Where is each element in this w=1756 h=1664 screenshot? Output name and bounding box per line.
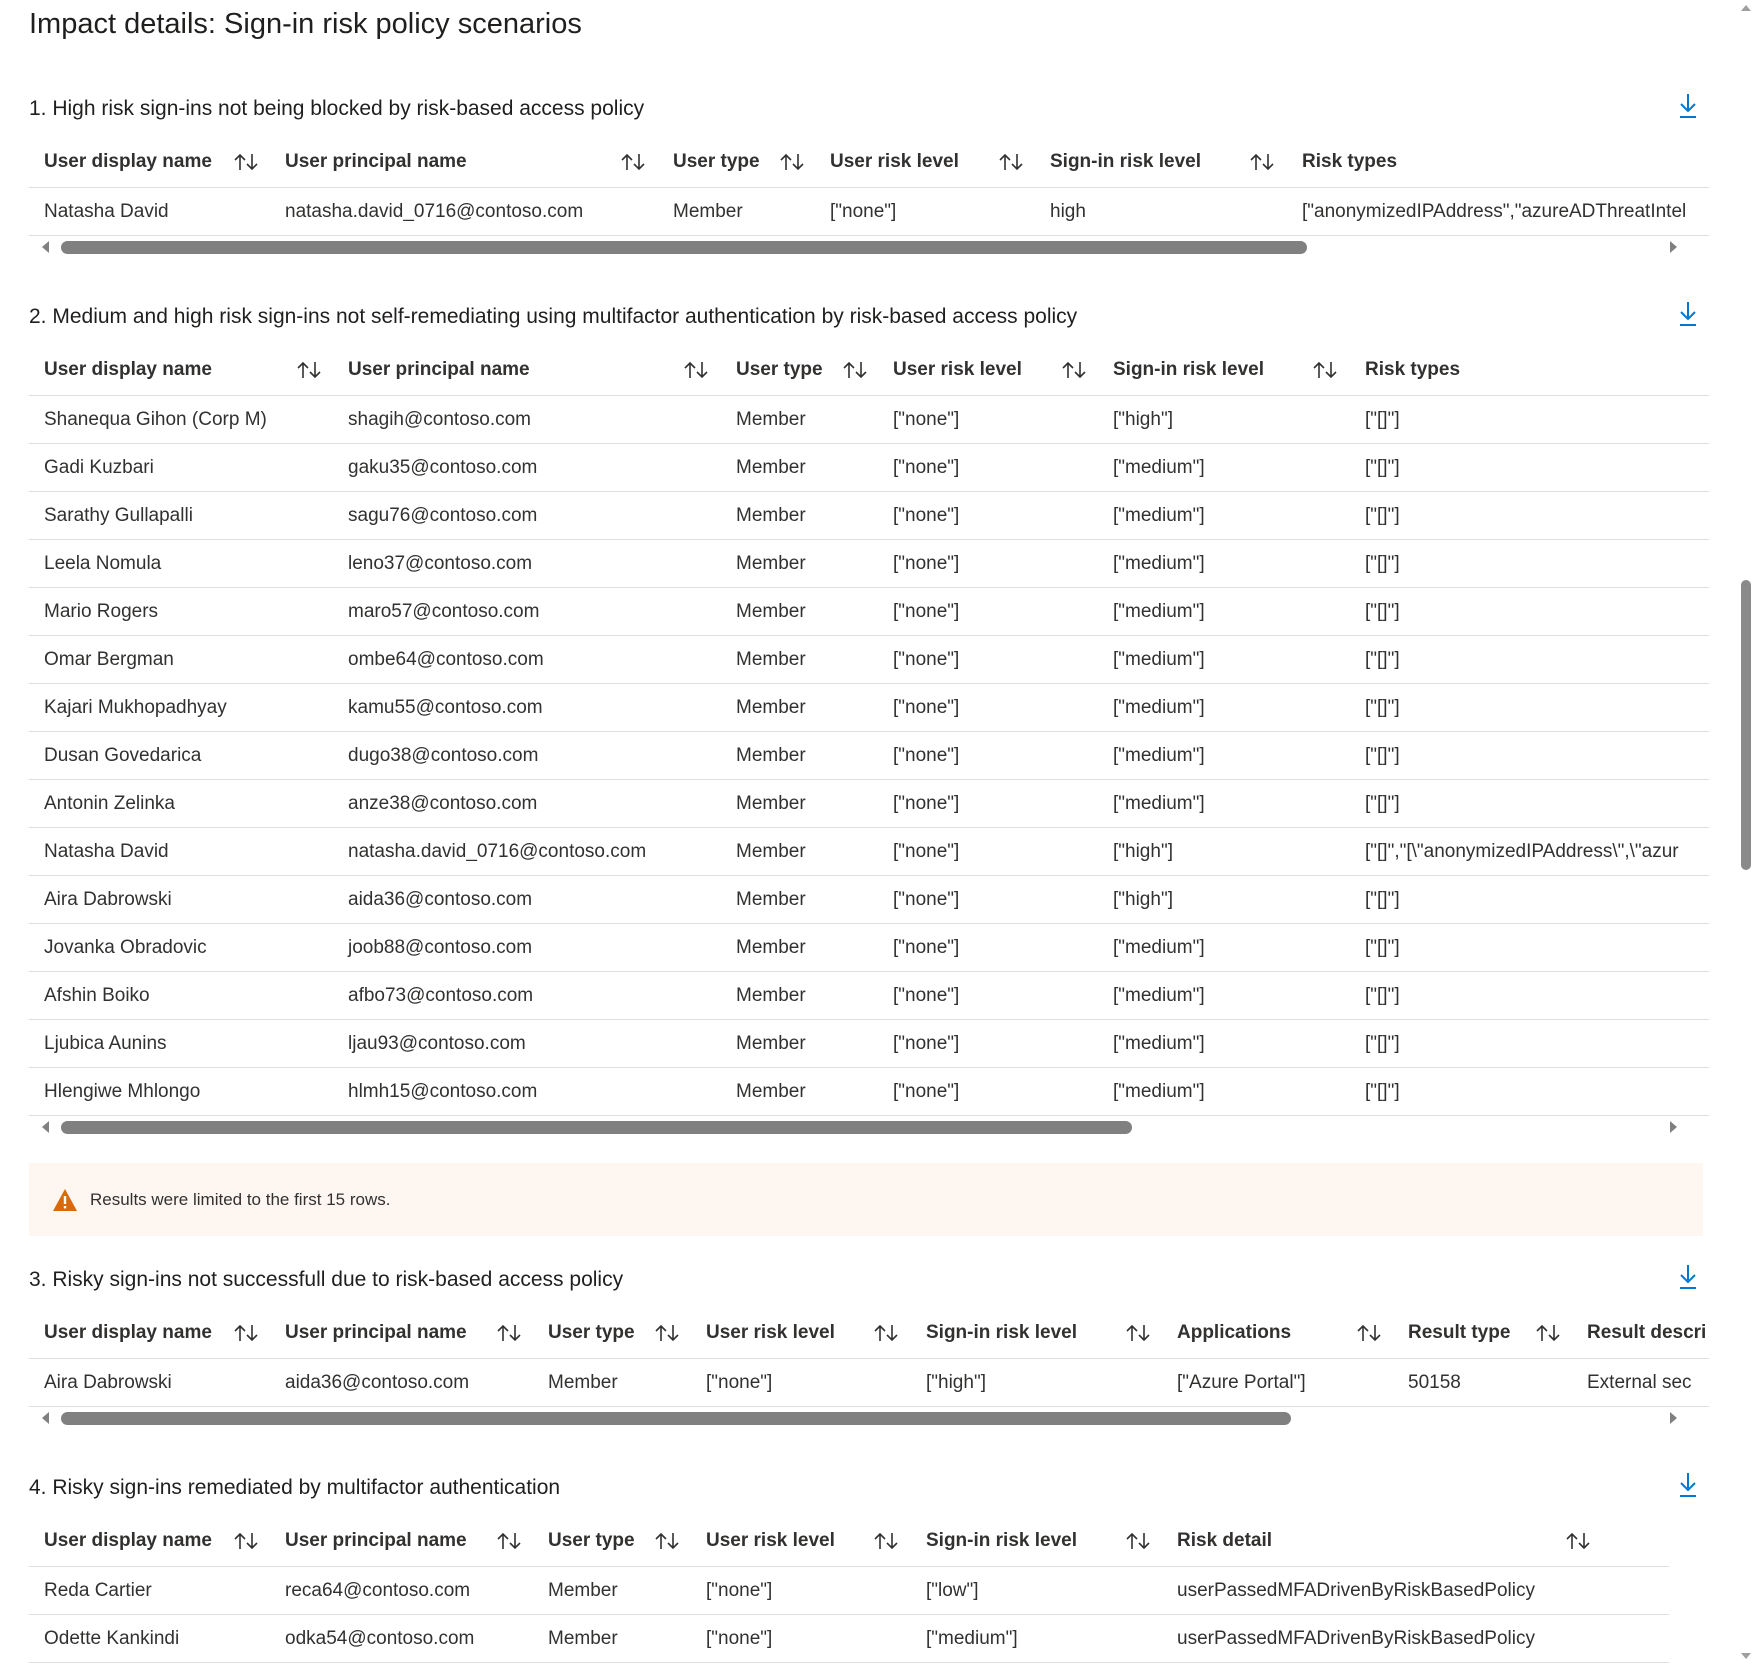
- table-cell: Hlengiwe Mhlongo: [44, 1080, 201, 1102]
- table-cell: ["[]"]: [1365, 792, 1400, 814]
- column-header[interactable]: User risk level: [706, 1530, 835, 1551]
- sort-icon: [1060, 359, 1088, 381]
- table-cell: ["[]","[\"anonymizedIPAddress\",\"azur: [1365, 840, 1679, 862]
- sort-button[interactable]: [872, 1516, 900, 1566]
- column-header[interactable]: Result descri: [1587, 1322, 1707, 1343]
- table-cell: ["high"]: [1113, 840, 1173, 862]
- table-cell: ["none"]: [830, 200, 897, 222]
- section-title: 4. Risky sign-ins remediated by multifactor authentication: [29, 1476, 561, 1499]
- column-header[interactable]: User type: [736, 359, 823, 380]
- download-icon: [1679, 1264, 1697, 1290]
- download-icon: [1679, 301, 1697, 327]
- table-cell: ["none"]: [893, 984, 960, 1006]
- table-cell: ["[]"]: [1365, 984, 1400, 1006]
- sort-icon: [653, 1530, 681, 1552]
- table-row[interactable]: [29, 684, 1709, 732]
- table-row[interactable]: [29, 396, 1709, 444]
- table-cell: ["medium"]: [1113, 1032, 1205, 1054]
- table-cell: ["none"]: [706, 1579, 773, 1601]
- column-header[interactable]: Result type: [1408, 1322, 1511, 1343]
- table-cell: Antonin Zelinka: [44, 792, 175, 814]
- table-cell: Ljubica Aunins: [44, 1032, 167, 1054]
- table-cell: dugo38@contoso.com: [348, 744, 539, 766]
- warning-banner: [29, 1163, 1703, 1236]
- column-header[interactable]: Risk types: [1302, 151, 1398, 172]
- page-title: Impact details: Sign-in risk policy scenarios: [29, 8, 582, 40]
- table-cell: Odette Kankindi: [44, 1627, 180, 1649]
- download-icon: [1679, 1472, 1697, 1498]
- section-title: 1. High risk sign-ins not being blocked by risk-based access policy: [29, 97, 645, 120]
- scroll-left-icon[interactable]: [39, 1411, 53, 1425]
- sort-icon: [295, 359, 323, 381]
- results-grid: [29, 1516, 1690, 1663]
- table-row[interactable]: [29, 1567, 1669, 1615]
- table-cell: leno37@contoso.com: [348, 552, 533, 574]
- grid-header-row: [29, 137, 1709, 188]
- results-grid: [29, 345, 1690, 1116]
- sort-icon: [682, 359, 710, 381]
- column-header[interactable]: Sign-in risk level: [1113, 359, 1264, 380]
- column-header[interactable]: User principal name: [285, 151, 467, 172]
- horizontal-scroll-thumb[interactable]: [61, 1412, 1291, 1425]
- table-cell: shagih@contoso.com: [348, 408, 531, 430]
- table-cell: Member: [548, 1371, 618, 1393]
- page-vertical-scrollbar[interactable]: [1736, 0, 1756, 1664]
- table-cell: ["none"]: [706, 1371, 773, 1393]
- table-cell: ["medium"]: [1113, 504, 1205, 526]
- sort-icon: [1534, 1322, 1562, 1344]
- table-cell: ["[]"]: [1365, 744, 1400, 766]
- table-cell: 50158: [1408, 1371, 1461, 1393]
- column-header[interactable]: Sign-in risk level: [926, 1322, 1077, 1343]
- scroll-right-icon[interactable]: [1666, 1411, 1680, 1425]
- table-cell: Member: [548, 1627, 618, 1649]
- sort-button[interactable]: [232, 1308, 260, 1358]
- table-cell: Aira Dabrowski: [44, 888, 172, 910]
- scroll-right-icon[interactable]: [1666, 240, 1680, 254]
- table-row[interactable]: [29, 636, 1709, 684]
- table-cell: Member: [736, 504, 806, 526]
- sort-icon: [997, 151, 1025, 173]
- sort-button[interactable]: [495, 1308, 523, 1358]
- table-cell: Dusan Govedarica: [44, 744, 202, 766]
- table-cell: kamu55@contoso.com: [348, 696, 543, 718]
- sort-icon: [1564, 1530, 1592, 1552]
- scroll-left-icon[interactable]: [39, 1120, 53, 1134]
- sort-icon: [495, 1530, 523, 1552]
- table-cell: ["high"]: [926, 1371, 986, 1393]
- table-row[interactable]: [29, 876, 1709, 924]
- table-row[interactable]: [29, 1020, 1709, 1068]
- sort-icon: [1248, 151, 1276, 173]
- table-cell: high: [1050, 200, 1086, 222]
- table-cell: External sec: [1587, 1371, 1692, 1393]
- warning-text: Results were limited to the first 15 rows.: [90, 1189, 391, 1209]
- sort-icon: [232, 1322, 260, 1344]
- table-cell: ["none"]: [893, 792, 960, 814]
- table-row[interactable]: [29, 1615, 1669, 1663]
- table-cell: ["[]"]: [1365, 888, 1400, 910]
- table-row[interactable]: [29, 188, 1709, 236]
- scroll-down-icon[interactable]: [1740, 1650, 1752, 1662]
- table-cell: Sarathy Gullapalli: [44, 504, 193, 526]
- table-cell: Member: [736, 984, 806, 1006]
- table-cell: Member: [736, 888, 806, 910]
- table-row[interactable]: [29, 444, 1709, 492]
- table-cell: afbo73@contoso.com: [348, 984, 534, 1006]
- table-row[interactable]: [29, 780, 1709, 828]
- column-header[interactable]: User display name: [44, 1322, 212, 1343]
- table-cell: ljau93@contoso.com: [348, 1032, 526, 1054]
- column-header[interactable]: Risk types: [1365, 359, 1461, 380]
- table-cell: ["medium"]: [1113, 936, 1205, 958]
- table-cell: aida36@contoso.com: [348, 888, 533, 910]
- sort-button[interactable]: [619, 137, 647, 187]
- table-row[interactable]: [29, 540, 1709, 588]
- download-button[interactable]: [1673, 1468, 1703, 1502]
- table-cell: userPassedMFADrivenByRiskBasedPolicy: [1177, 1579, 1535, 1601]
- table-cell: ["none"]: [706, 1627, 773, 1649]
- table-cell: ["medium"]: [926, 1627, 1018, 1649]
- table-cell: Member: [548, 1579, 618, 1601]
- sort-icon: [1311, 359, 1339, 381]
- table-cell: Member: [736, 648, 806, 670]
- download-button[interactable]: [1673, 1260, 1703, 1294]
- table-cell: aida36@contoso.com: [285, 1371, 470, 1393]
- column-header[interactable]: User display name: [44, 1530, 212, 1551]
- download-button[interactable]: [1673, 89, 1703, 123]
- table-cell: ["medium"]: [1113, 696, 1205, 718]
- sort-icon: [778, 151, 806, 173]
- table-cell: ["[]"]: [1365, 1032, 1400, 1054]
- table-cell: Aira Dabrowski: [44, 1371, 172, 1393]
- table-cell: ["medium"]: [1113, 456, 1205, 478]
- sort-button[interactable]: [232, 1516, 260, 1566]
- table-cell: hlmh15@contoso.com: [348, 1080, 538, 1102]
- table-row[interactable]: [29, 924, 1709, 972]
- sort-icon: [1355, 1322, 1383, 1344]
- sort-button[interactable]: [1124, 1308, 1152, 1358]
- sort-button[interactable]: [1124, 1516, 1152, 1566]
- column-header[interactable]: Risk detail: [1177, 1530, 1273, 1551]
- warning-icon: [52, 1188, 78, 1212]
- sort-icon: [232, 1530, 260, 1552]
- column-header[interactable]: User type: [548, 1322, 635, 1343]
- table-cell: Member: [736, 744, 806, 766]
- table-cell: gaku35@contoso.com: [348, 456, 538, 478]
- sort-button[interactable]: [653, 1516, 681, 1566]
- table-cell: Omar Bergman: [44, 648, 174, 670]
- column-header[interactable]: User display name: [44, 151, 212, 172]
- scroll-right-icon[interactable]: [1666, 1120, 1680, 1134]
- sort-button[interactable]: [232, 137, 260, 187]
- table-cell: ["medium"]: [1113, 600, 1205, 622]
- table-cell: ["medium"]: [1113, 792, 1205, 814]
- table-cell: anze38@contoso.com: [348, 792, 538, 814]
- results-grid: [29, 1308, 1707, 1407]
- column-header[interactable]: Sign-in risk level: [1050, 151, 1201, 172]
- table-cell: ombe64@contoso.com: [348, 648, 544, 670]
- sort-icon: [872, 1530, 900, 1552]
- table-cell: ["none"]: [893, 744, 960, 766]
- table-cell: Natasha David: [44, 840, 169, 862]
- table-cell: Shanequa Gihon (Corp M): [44, 408, 267, 430]
- download-icon: [1679, 93, 1697, 119]
- sort-button[interactable]: [872, 1308, 900, 1358]
- sort-button[interactable]: [778, 137, 806, 187]
- sort-button[interactable]: [1060, 345, 1088, 395]
- column-header[interactable]: Applications: [1177, 1322, 1292, 1343]
- table-cell: ["none"]: [893, 552, 960, 574]
- column-header[interactable]: Sign-in risk level: [926, 1530, 1077, 1551]
- table-cell: userPassedMFADrivenByRiskBasedPolicy: [1177, 1627, 1535, 1649]
- table-cell: ["none"]: [893, 1032, 960, 1054]
- column-header[interactable]: User display name: [44, 359, 212, 380]
- table-cell: ["[]"]: [1365, 456, 1400, 478]
- table-cell: ["none"]: [893, 600, 960, 622]
- table-cell: ["medium"]: [1113, 984, 1205, 1006]
- sort-icon: [653, 1322, 681, 1344]
- column-header[interactable]: User type: [548, 1530, 635, 1551]
- horizontal-scroll-thumb[interactable]: [61, 241, 1307, 254]
- table-cell: Member: [736, 552, 806, 574]
- table-cell: ["none"]: [893, 888, 960, 910]
- sort-icon: [872, 1322, 900, 1344]
- sort-icon: [841, 359, 869, 381]
- table-cell: Member: [736, 1032, 806, 1054]
- table-cell: ["low"]: [926, 1579, 979, 1601]
- table-cell: Leela Nomula: [44, 552, 162, 574]
- sort-button[interactable]: [653, 1308, 681, 1358]
- table-cell: Member: [673, 200, 743, 222]
- column-header[interactable]: User risk level: [830, 151, 959, 172]
- scroll-up-icon[interactable]: [1740, 2, 1752, 14]
- table-cell: ["high"]: [1113, 408, 1173, 430]
- sort-icon: [619, 151, 647, 173]
- sort-button[interactable]: [1311, 345, 1339, 395]
- table-cell: ["none"]: [893, 456, 960, 478]
- table-cell: ["anonymizedIPAddress","azureADThreatIntel: [1302, 200, 1687, 222]
- table-row[interactable]: [29, 1068, 1709, 1116]
- table-cell: ["medium"]: [1113, 552, 1205, 574]
- section-title: 2. Medium and high risk sign-ins not self-remediating using multifactor authentication by risk-based access policy: [29, 305, 1078, 328]
- table-cell: Reda Cartier: [44, 1579, 152, 1601]
- column-header[interactable]: User principal name: [348, 359, 530, 380]
- section-title: 3. Risky sign-ins not successfull due to risk-based access policy: [29, 1268, 624, 1291]
- table-cell: odka54@contoso.com: [285, 1627, 475, 1649]
- table-cell: Member: [736, 408, 806, 430]
- sort-button[interactable]: [997, 137, 1025, 187]
- table-cell: Member: [736, 936, 806, 958]
- table-cell: Member: [736, 792, 806, 814]
- sort-icon: [1124, 1322, 1152, 1344]
- vertical-scroll-thumb[interactable]: [1741, 580, 1751, 870]
- table-cell: ["[]"]: [1365, 600, 1400, 622]
- column-header[interactable]: User risk level: [893, 359, 1022, 380]
- sort-icon: [232, 151, 260, 173]
- table-cell: ["medium"]: [1113, 648, 1205, 670]
- sort-icon: [495, 1322, 523, 1344]
- table-cell: ["medium"]: [1113, 744, 1205, 766]
- table-cell: natasha.david_0716@contoso.com: [348, 840, 647, 862]
- table-cell: ["none"]: [893, 936, 960, 958]
- table-cell: ["[]"]: [1365, 504, 1400, 526]
- sort-button[interactable]: [495, 1516, 523, 1566]
- table-cell: ["[]"]: [1365, 408, 1400, 430]
- table-row[interactable]: [29, 588, 1709, 636]
- table-cell: ["none"]: [893, 504, 960, 526]
- table-cell: ["medium"]: [1113, 1080, 1205, 1102]
- table-cell: Afshin Boiko: [44, 984, 150, 1006]
- sort-button[interactable]: [295, 345, 323, 395]
- table-cell: joob88@contoso.com: [348, 936, 533, 958]
- table-cell: Jovanka Obradovic: [44, 936, 207, 958]
- table-cell: Member: [736, 600, 806, 622]
- table-row[interactable]: [29, 732, 1709, 780]
- horizontal-scrollbar[interactable]: [29, 1116, 1690, 1138]
- table-cell: ["[]"]: [1365, 1080, 1400, 1102]
- sort-button[interactable]: [1248, 137, 1276, 187]
- grid-header-row: [29, 1516, 1669, 1567]
- horizontal-scrollbar[interactable]: [29, 1407, 1690, 1429]
- table-cell: ["none"]: [893, 408, 960, 430]
- sort-icon: [1124, 1530, 1152, 1552]
- table-cell: Gadi Kuzbari: [44, 456, 154, 478]
- grid-header-row: [29, 345, 1709, 396]
- table-cell: reca64@contoso.com: [285, 1579, 471, 1601]
- column-header[interactable]: User principal name: [285, 1322, 467, 1343]
- table-cell: ["high"]: [1113, 888, 1173, 910]
- horizontal-scroll-thumb[interactable]: [61, 1121, 1132, 1134]
- table-cell: ["none"]: [893, 840, 960, 862]
- scroll-left-icon[interactable]: [39, 240, 53, 254]
- table-cell: ["[]"]: [1365, 552, 1400, 574]
- download-button[interactable]: [1673, 297, 1703, 331]
- grid-header-row: [29, 1308, 1709, 1359]
- sort-button[interactable]: [1534, 1308, 1562, 1358]
- table-cell: Natasha David: [44, 200, 169, 222]
- table-cell: ["[]"]: [1365, 696, 1400, 718]
- table-cell: ["Azure Portal"]: [1177, 1371, 1306, 1393]
- table-cell: ["[]"]: [1365, 936, 1400, 958]
- table-cell: Member: [736, 456, 806, 478]
- table-cell: Mario Rogers: [44, 600, 159, 622]
- table-cell: ["none"]: [893, 648, 960, 670]
- table-cell: sagu76@contoso.com: [348, 504, 538, 526]
- table-cell: ["none"]: [893, 1080, 960, 1102]
- sort-button[interactable]: [841, 345, 869, 395]
- table-cell: Kajari Mukhopadhyay: [44, 696, 227, 718]
- table-row[interactable]: [29, 972, 1709, 1020]
- table-row[interactable]: [29, 492, 1709, 540]
- column-header[interactable]: User risk level: [706, 1322, 835, 1343]
- sort-button[interactable]: [1564, 1516, 1592, 1566]
- table-cell: maro57@contoso.com: [348, 600, 540, 622]
- column-header[interactable]: User principal name: [285, 1530, 467, 1551]
- table-row[interactable]: [29, 828, 1709, 876]
- sort-button[interactable]: [1355, 1308, 1383, 1358]
- table-cell: ["none"]: [893, 696, 960, 718]
- table-row[interactable]: [29, 1359, 1709, 1407]
- table-cell: Member: [736, 840, 806, 862]
- sort-button[interactable]: [682, 345, 710, 395]
- table-cell: Member: [736, 1080, 806, 1102]
- results-grid: [29, 137, 1690, 236]
- column-header[interactable]: User type: [673, 151, 760, 172]
- table-cell: natasha.david_0716@contoso.com: [285, 200, 584, 222]
- table-cell: Member: [736, 696, 806, 718]
- table-cell: ["[]"]: [1365, 648, 1400, 670]
- horizontal-scrollbar[interactable]: [29, 236, 1690, 258]
